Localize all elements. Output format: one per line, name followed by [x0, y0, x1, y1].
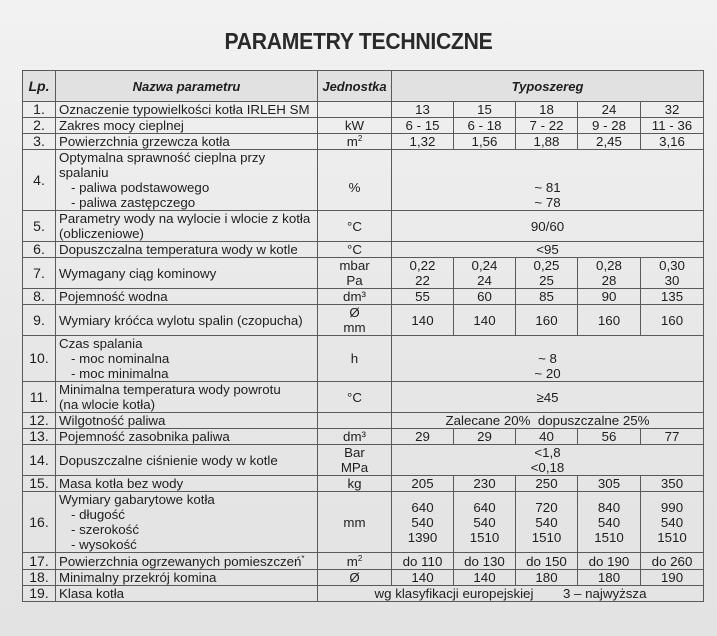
- value-cell: 29: [454, 429, 516, 445]
- parameter-unit: [318, 102, 392, 118]
- name-line: Czas spalania: [59, 336, 143, 351]
- row-number: 10.: [23, 336, 56, 382]
- table-row: [23, 118, 704, 134]
- parameter-unit: [318, 445, 392, 476]
- name-line: Optymalna sprawność cieplna przy: [59, 150, 266, 165]
- merged-value-cell: wg klasyfikacji europejskiej 3 – najwyższa: [318, 586, 704, 602]
- value-cell: 15: [454, 102, 516, 118]
- header-unit: Jednostka: [318, 71, 392, 102]
- row-number: 19.: [23, 586, 56, 602]
- value-cell: 160: [578, 305, 641, 336]
- value-cell: 0,30 30: [641, 258, 704, 289]
- table-row: [23, 413, 704, 429]
- parameter-unit: °C: [318, 211, 392, 242]
- parameter-unit: %: [318, 150, 392, 211]
- merged-value-cell: [392, 336, 704, 382]
- table-row: [23, 553, 704, 570]
- sub-item: - szerokość: [71, 522, 139, 537]
- value-cell: 24: [578, 102, 641, 118]
- value-cell: 11 - 36: [641, 118, 704, 134]
- parameter-unit: °C: [318, 382, 392, 413]
- parameter-name: [56, 492, 318, 553]
- value-cell: 160: [516, 305, 578, 336]
- parameter-name: Powierzchnia grzewcza kotła: [56, 134, 318, 150]
- parameter-name: Zakres mocy cieplnej: [56, 118, 318, 134]
- merged-value-cell: ≥45: [392, 382, 704, 413]
- value-cell: 32: [641, 102, 704, 118]
- parameter-name: Wilgotność paliwa: [56, 413, 318, 429]
- merged-value-cell: [392, 150, 704, 211]
- value-cell: 250: [516, 476, 578, 492]
- value-line: ~ 78: [534, 195, 561, 210]
- header-row: [23, 71, 704, 102]
- table-row: [23, 211, 704, 242]
- parameter-name: Dopuszczalna temperatura wody w kotle: [56, 242, 318, 258]
- parameter-unit: [318, 258, 392, 289]
- table-row: [23, 336, 704, 382]
- value-cell: do 190: [578, 553, 641, 570]
- merged-value-cell: <95: [392, 242, 704, 258]
- unit-line: mbar: [339, 258, 370, 273]
- value-cell: 77: [641, 429, 704, 445]
- header-name: Nazwa parametru: [56, 71, 318, 102]
- parameter-unit: h: [318, 336, 392, 382]
- value-cell: 3,16: [641, 134, 704, 150]
- value-cell: 140: [392, 305, 454, 336]
- parameter-name: Pojemność zasobnika paliwa: [56, 429, 318, 445]
- table-row: [23, 150, 704, 211]
- table-row: [23, 382, 704, 413]
- parameter-unit: [318, 305, 392, 336]
- value-cell: 160: [641, 305, 704, 336]
- table-row: [23, 242, 704, 258]
- parameter-name: Wymiary króćca wylotu spalin (czopucha): [56, 305, 318, 336]
- value-cell: 1,32: [392, 134, 454, 150]
- row-number: 1.: [23, 102, 56, 118]
- unit-superscript: 2: [357, 553, 363, 563]
- value-cell: 140: [392, 570, 454, 586]
- unit-line: mm: [343, 320, 366, 335]
- merged-value-cell: [392, 445, 704, 476]
- value-cell: 0,22 22: [392, 258, 454, 289]
- table-row: [23, 258, 704, 289]
- value-cell: 2,45: [578, 134, 641, 150]
- value-cell: do 260: [641, 553, 704, 570]
- value-cell: 56: [578, 429, 641, 445]
- parameter-unit: mm: [318, 492, 392, 553]
- parameter-unit: [318, 134, 392, 150]
- unit-line: Ø: [349, 305, 360, 320]
- value-cell: do 150: [516, 553, 578, 570]
- value-cell: 1,88: [516, 134, 578, 150]
- value-cell: 29: [392, 429, 454, 445]
- value-cell: 40: [516, 429, 578, 445]
- row-number: 6.: [23, 242, 56, 258]
- row-number: 8.: [23, 289, 56, 305]
- header-lp: Lp.: [23, 71, 56, 102]
- row-number: 7.: [23, 258, 56, 289]
- name-line: (obliczeniowe): [59, 226, 144, 241]
- name-line: (na wlocie kotła): [59, 397, 156, 412]
- row-number: 14.: [23, 445, 56, 476]
- table-row: [23, 134, 704, 150]
- parameter-unit: kg: [318, 476, 392, 492]
- name-line: Wymiary gabarytowe kotła: [59, 492, 215, 507]
- value-cell: 0,25 25: [516, 258, 578, 289]
- parameter-name: [56, 150, 318, 211]
- name-line: spalaniu: [59, 165, 109, 180]
- parameter-unit: [318, 553, 392, 570]
- value-line: <1,8: [534, 445, 561, 460]
- row-number: 5.: [23, 211, 56, 242]
- sub-item: - paliwa zastępczego: [71, 195, 196, 210]
- name-line: Parametry wody na wylocie i wlocie z kotła: [59, 211, 311, 226]
- row-number: 13.: [23, 429, 56, 445]
- row-number: 12.: [23, 413, 56, 429]
- value-cell: 9 - 28: [578, 118, 641, 134]
- unit-base: m: [346, 134, 358, 149]
- value-cell: 85: [516, 289, 578, 305]
- parameter-name: Klasa kotła: [56, 586, 318, 602]
- parameter-unit: °C: [318, 242, 392, 258]
- parameter-name: Dopuszczalne ciśnienie wody w kotle: [56, 445, 318, 476]
- value-line: <0,18: [530, 460, 565, 475]
- row-number: 9.: [23, 305, 56, 336]
- parameter-unit: dm³: [318, 429, 392, 445]
- sub-item: - długość: [71, 507, 125, 522]
- value-cell: 180: [578, 570, 641, 586]
- value-cell: 55: [392, 289, 454, 305]
- value-cell: 140: [454, 305, 516, 336]
- unit-superscript: 2: [357, 134, 363, 143]
- table-row: [23, 429, 704, 445]
- value-cell: 0,24 24: [454, 258, 516, 289]
- value-cell: 7 - 22: [516, 118, 578, 134]
- value-cell: 140: [454, 570, 516, 586]
- table-row: [23, 305, 704, 336]
- merged-value-cell: Zalecane 20% dopuszczalne 25%: [392, 413, 704, 429]
- value-cell: 13: [392, 102, 454, 118]
- value-cell: 230: [454, 476, 516, 492]
- value-cell: 90: [578, 289, 641, 305]
- table-row: [23, 289, 704, 305]
- row-number: 15.: [23, 476, 56, 492]
- value-cell: 135: [641, 289, 704, 305]
- row-number: 18.: [23, 570, 56, 586]
- parameter-name: Oznaczenie typowielkości kotła IRLEH SM: [56, 102, 318, 118]
- parameter-name: [56, 211, 318, 242]
- value-cell: 6 - 18: [454, 118, 516, 134]
- value-line: ~ 20: [534, 366, 561, 381]
- parameter-unit: dm³: [318, 289, 392, 305]
- value-cell: 640 540 1510: [454, 492, 516, 553]
- name-line: Minimalna temperatura wody powrotu: [59, 382, 281, 397]
- table-row: [23, 476, 704, 492]
- parameter-name: [56, 336, 318, 382]
- value-cell: 0,28 28: [578, 258, 641, 289]
- parameter-name: Pojemność wodna: [56, 289, 318, 305]
- table-row: [23, 445, 704, 476]
- parameter-name: [56, 382, 318, 413]
- row-number: 17.: [23, 553, 56, 570]
- row-number: 2.: [23, 118, 56, 134]
- parameter-unit: kW: [318, 118, 392, 134]
- value-cell: 990 540 1510: [641, 492, 704, 553]
- value-cell: 1,56: [454, 134, 516, 150]
- table-row: [23, 570, 704, 586]
- header-series: Typoszereg: [392, 71, 704, 102]
- sub-item: - moc minimalna: [71, 366, 169, 381]
- parameter-name: Masa kotła bez wody: [56, 476, 318, 492]
- table-row: [23, 492, 704, 553]
- row-number: 4.: [23, 150, 56, 211]
- value-cell: 350: [641, 476, 704, 492]
- unit-base: m: [346, 553, 358, 569]
- row-number: 3.: [23, 134, 56, 150]
- table-row: [23, 586, 704, 602]
- value-line: ~ 8: [538, 351, 557, 366]
- value-cell: 840 540 1510: [578, 492, 641, 553]
- value-cell: 190: [641, 570, 704, 586]
- technical-parameters-table: [22, 70, 704, 602]
- value-cell: do 130: [454, 553, 516, 570]
- parameter-name: Wymagany ciąg kominowy: [56, 258, 318, 289]
- sub-item: - moc nominalna: [71, 351, 170, 366]
- value-line: ~ 81: [534, 180, 561, 195]
- sub-item: - wysokość: [71, 537, 137, 552]
- sub-item: - paliwa podstawowego: [71, 180, 210, 195]
- unit-line: MPa: [340, 460, 369, 475]
- value-cell: do 110: [392, 553, 454, 570]
- value-cell: 180: [516, 570, 578, 586]
- parameter-name: Minimalny przekrój komina: [56, 570, 318, 586]
- value-cell: 18: [516, 102, 578, 118]
- value-cell: 640 540 1390: [392, 492, 454, 553]
- merged-value-cell: 90/60: [392, 211, 704, 242]
- row-number: 16.: [23, 492, 56, 553]
- table-row: [23, 102, 704, 118]
- parameter-name: Powierzchnia ogrzewanych pomieszczeń*: [56, 553, 318, 570]
- value-cell: 305: [578, 476, 641, 492]
- row-number: 11.: [23, 382, 56, 413]
- unit-line: Bar: [344, 445, 365, 460]
- page-title: PARAMETRY TECHNICZNE: [224, 28, 493, 54]
- parameter-unit: Ø: [318, 570, 392, 586]
- value-cell: 6 - 15: [392, 118, 454, 134]
- value-cell: 205: [392, 476, 454, 492]
- unit-line: Pa: [346, 273, 363, 288]
- footnote-mark: *: [301, 553, 305, 563]
- value-cell: 720 540 1510: [516, 492, 578, 553]
- value-cell: 60: [454, 289, 516, 305]
- parameter-unit: [318, 413, 392, 429]
